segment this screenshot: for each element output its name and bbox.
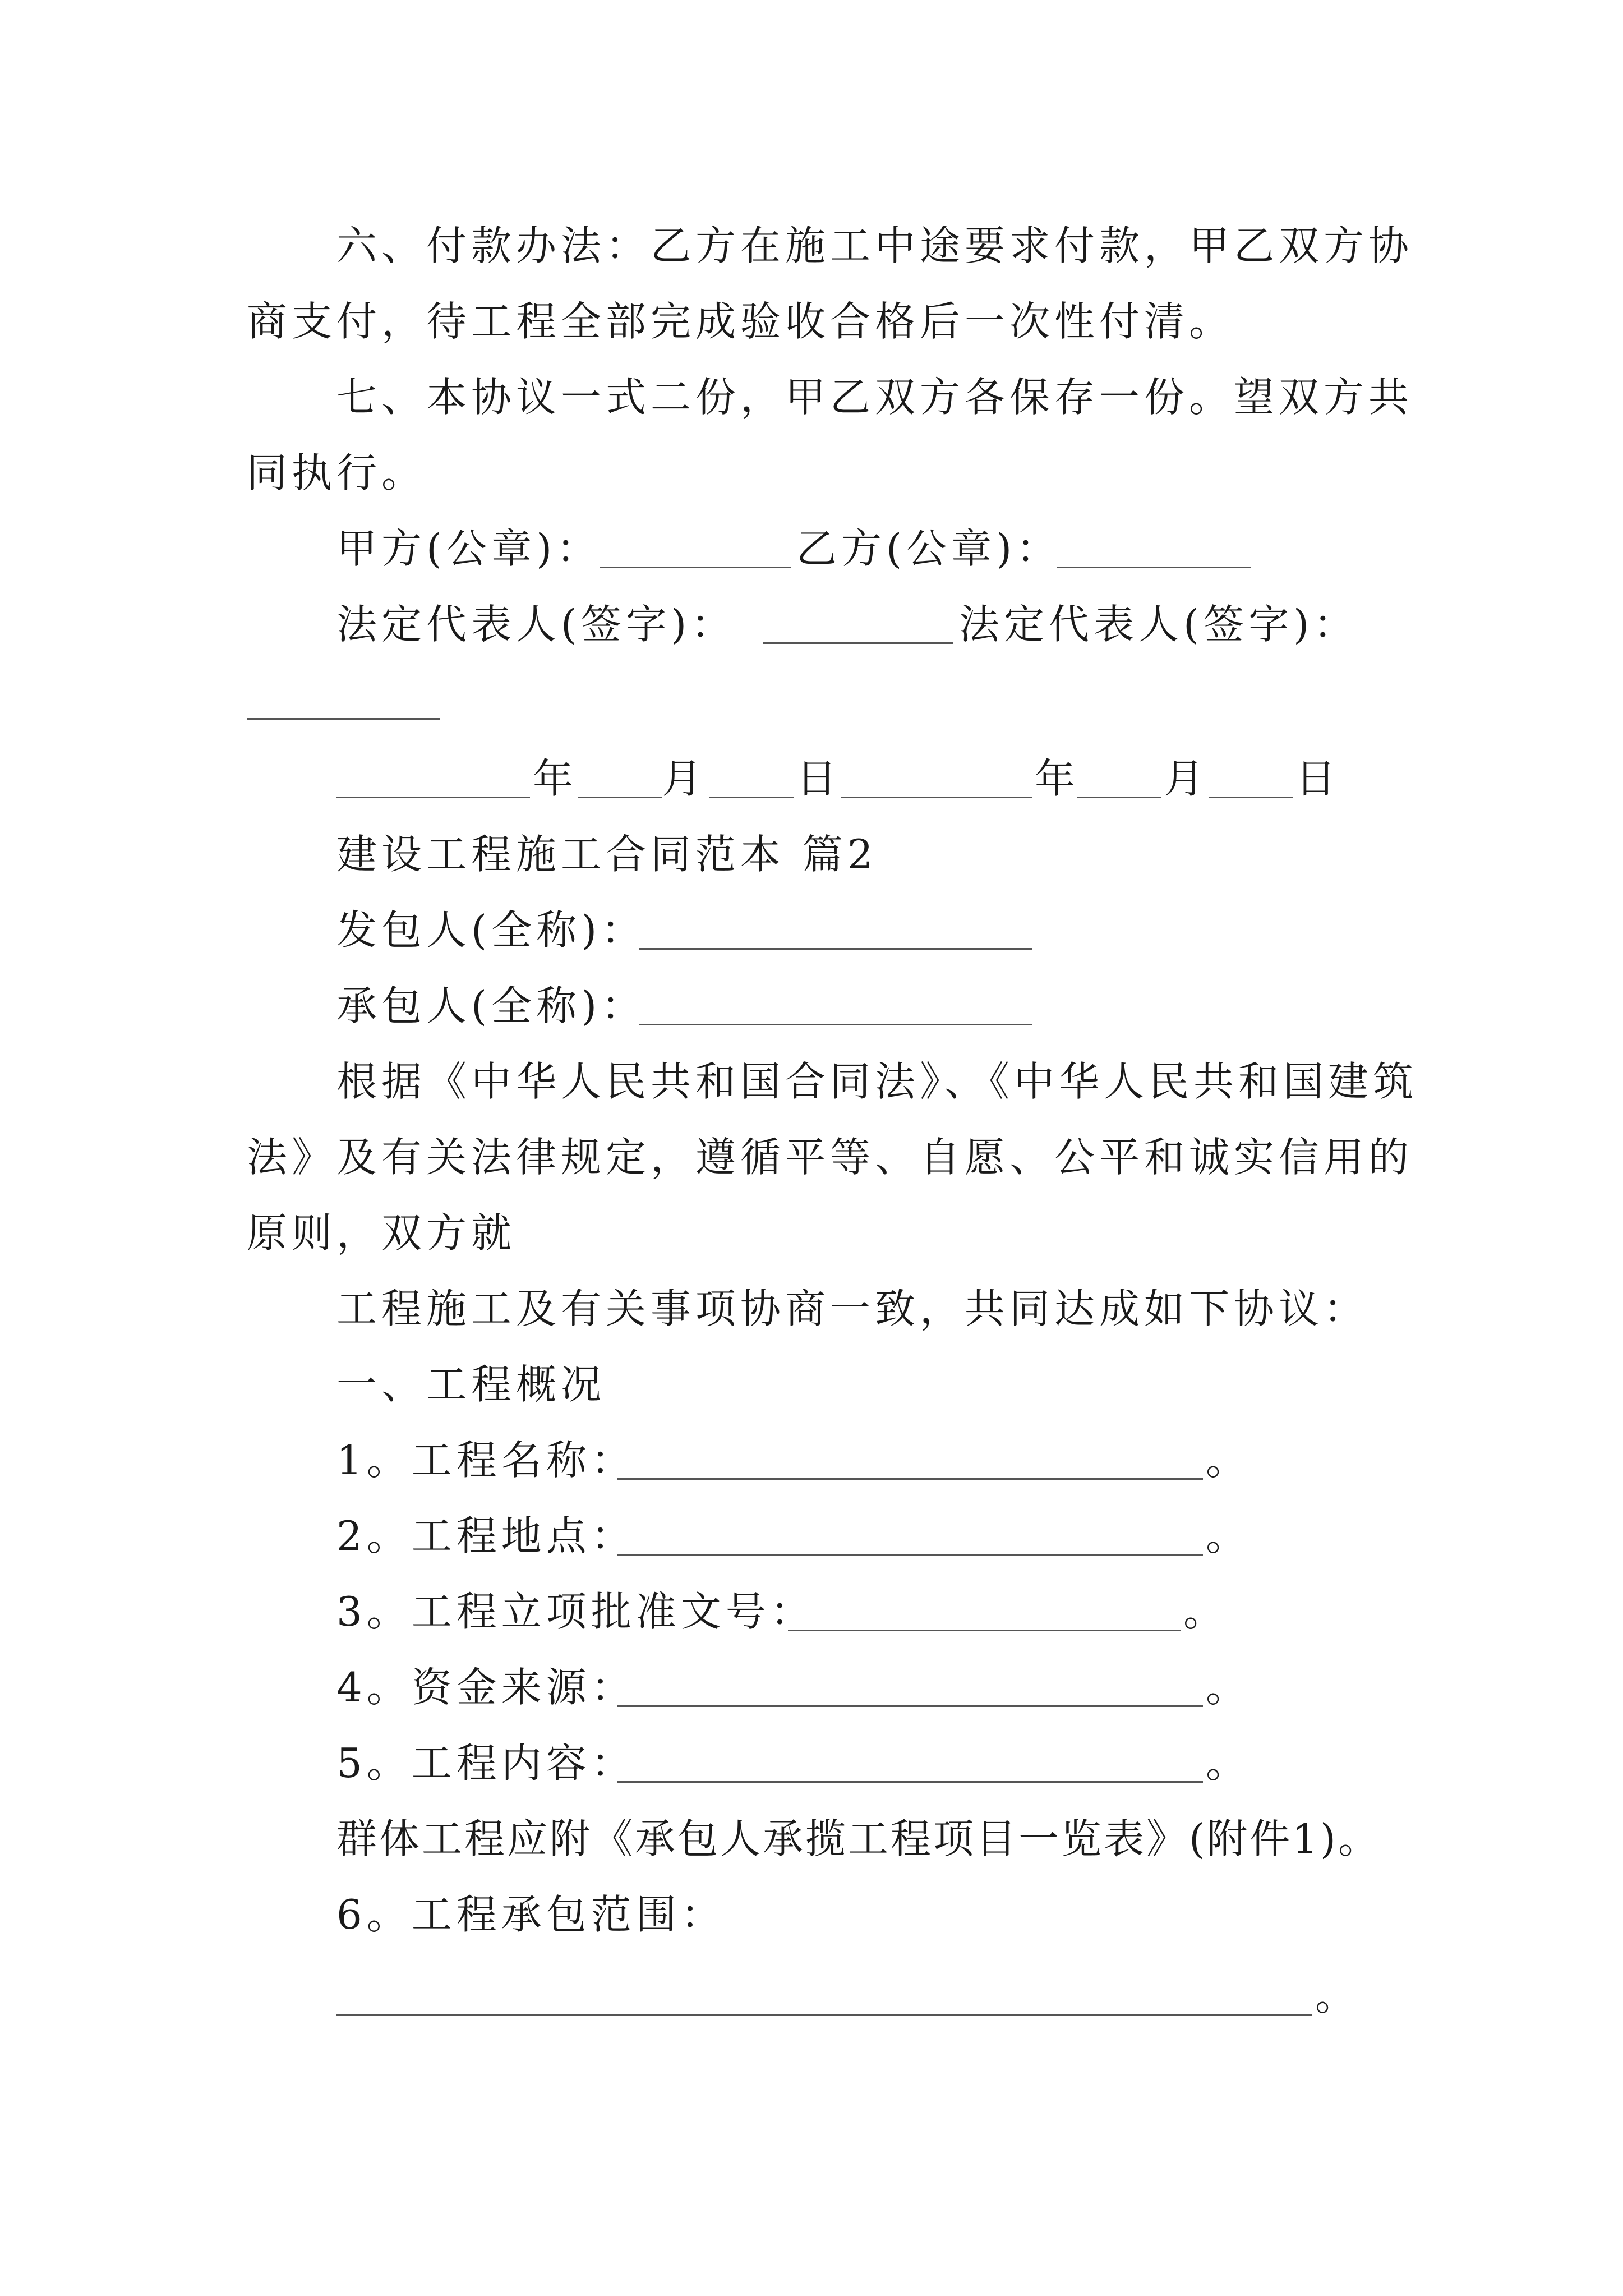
preamble-line-1: 根据《中华人民共和国合同法》、《中华人民共和国建筑 <box>336 1058 1418 1105</box>
project-location-period: 。 <box>1206 1512 1251 1559</box>
date-a-day-blank <box>709 797 794 798</box>
project-location-label: 2。工程地点： <box>336 1512 636 1559</box>
clause-7-line-2: 同执行。 <box>247 449 427 496</box>
date-b-month-label: 月 <box>1164 755 1209 802</box>
contractor-label: 承包人(全称)： <box>336 982 647 1029</box>
date-a-year-blank <box>336 797 530 798</box>
party-b-seal-blank <box>1057 567 1251 568</box>
project-name-blank <box>617 1478 1203 1480</box>
party-b-seal-label: 乙方(公章)： <box>796 525 1062 572</box>
clause-6-line-1: 六、付款办法：乙方在施工中途要求付款，甲乙双方协 <box>336 222 1414 269</box>
date-a-day-label: 日 <box>796 755 842 802</box>
party-a-seal-label: 甲方(公章)： <box>336 525 602 572</box>
date-b-day-blank <box>1209 797 1293 798</box>
contract-scope-label: 6。工程承包范围： <box>336 1891 726 1938</box>
approval-number-label: 3。工程立项批准文号： <box>336 1588 815 1635</box>
date-b-year-blank <box>841 797 1032 798</box>
group-project-note: 群体工程应附《承包人承揽工程项目一览表》(附件1)。 <box>336 1815 1381 1862</box>
date-b-year-label: 年 <box>1035 755 1080 802</box>
section-heading: 建设工程施工合同范本 篇2 <box>336 831 878 878</box>
party-a-representative-label: 法定代表人(签字)： <box>336 601 736 648</box>
funding-source-period: 。 <box>1206 1664 1251 1711</box>
funding-source-blank <box>617 1705 1203 1707</box>
project-location-blank <box>617 1554 1203 1556</box>
date-b-day-label: 日 <box>1295 755 1341 802</box>
project-content-label: 5。工程内容： <box>336 1740 636 1787</box>
employer-label: 发包人(全称)： <box>336 907 647 954</box>
date-b-month-blank <box>1077 797 1161 798</box>
party-a-representative-blank <box>763 642 953 644</box>
preamble-line-2: 法》及有关法律规定，遵循平等、自愿、公平和诚实信用的 <box>247 1134 1414 1181</box>
date-a-year-label: 年 <box>533 755 578 802</box>
party-a-seal-blank <box>600 567 791 568</box>
funding-source-label: 4。资金来源： <box>336 1664 636 1711</box>
date-a-month-label: 月 <box>662 755 707 802</box>
party-b-representative-blank <box>247 718 440 720</box>
party-b-representative-label: 法定代表人(签字)： <box>959 601 1359 648</box>
employer-blank <box>639 948 1032 950</box>
clause-7-line-1: 七、本协议一式二份，甲乙双方各保存一份。望双方共 <box>336 374 1414 421</box>
project-content-blank <box>617 1781 1203 1783</box>
date-a-month-blank <box>578 797 662 798</box>
preamble-line-3: 原则，双方就 <box>247 1209 517 1257</box>
contract-scope-period: 。 <box>1315 1972 1361 2019</box>
contract-scope-blank <box>336 2014 1312 2016</box>
contractor-blank <box>639 1024 1032 1025</box>
overview-heading: 一、工程概况 <box>336 1361 606 1408</box>
preamble-line-4: 工程施工及有关事项协商一致，共同达成如下协议： <box>336 1285 1369 1332</box>
clause-6-line-2: 商支付，待工程全部完成验收合格后一次性付清。 <box>247 298 1234 345</box>
project-content-period: 。 <box>1206 1740 1251 1787</box>
project-name-label: 1。工程名称： <box>336 1437 636 1484</box>
project-name-period: 。 <box>1206 1437 1251 1484</box>
approval-number-blank <box>788 1630 1181 1631</box>
approval-number-period: 。 <box>1183 1588 1229 1635</box>
